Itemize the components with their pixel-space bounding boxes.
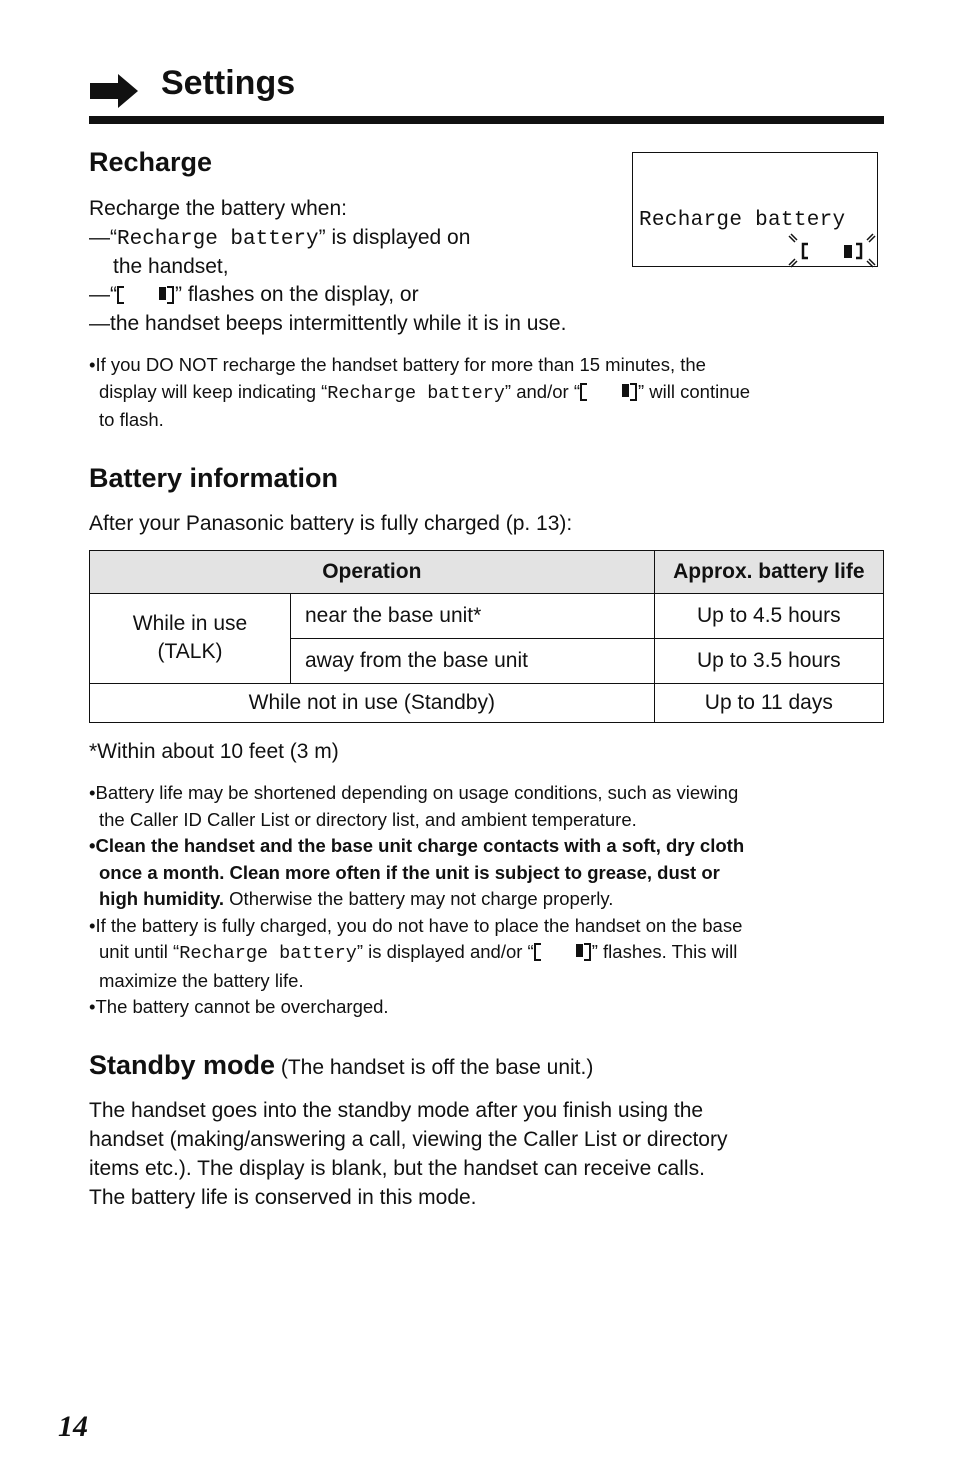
col-header-battery-life: Approx. battery life [654,551,883,594]
note-line: unit until “Recharge battery” is displayed and/or “ ” flashes. This will [99,941,738,964]
item2-pre: —“ [89,283,117,306]
table-cell: near the base unit* [291,594,655,639]
table-row [90,594,884,639]
page-title: Settings [161,64,296,102]
paragraph-line: The handset goes into the standby mode after you finish using the [89,1099,704,1122]
note-line: •If the battery is fully charged, you do not have to place the handset on the base [89,914,743,936]
paragraph-line: items etc.). The display is blank, but the handset can receive calls. [89,1157,705,1180]
paragraph-line: The battery life is conserved in this mode. [89,1186,477,1209]
item1-display-text: Recharge battery [117,228,319,251]
table-footnote: *Within about 10 feet (3 m) [89,740,339,763]
table-cell: While not in use (Standby) [90,683,655,722]
battery-icon [534,941,592,961]
right-arrow-icon [90,74,140,108]
table-cell: Up to 3.5 hours [654,638,883,683]
recharge-item-3: —the handset beeps intermittently while it is in use. [89,312,567,335]
recharge-note [89,352,750,434]
battery-icon [580,381,638,401]
table-cell: Up to 4.5 hours [654,594,883,639]
recharge-intro: Recharge the battery when: [89,197,347,220]
battery-notes [89,780,744,1021]
table-cell: away from the base unit [291,638,655,683]
note-display-text: Recharge battery [327,382,505,404]
note-display-text: Recharge battery [179,943,357,964]
recharge-heading: Recharge [89,147,213,177]
paragraph-line: handset (making/answering a call, viewing the Caller List or directory [89,1128,728,1151]
battery-info-intro: After your Panasonic battery is fully charged (p. 13): [89,512,573,535]
recharge-note-line: display will keep indicating “Recharge battery” and/or “ ” will continue [99,380,751,404]
recharge-note-line: to flash. [99,409,164,430]
col-header-operation: Operation [90,551,655,594]
recharge-item-2 [89,280,419,309]
note-line: maximize the battery life. [99,969,304,991]
standby-subheading: (The handset is off the base unit.) [275,1056,594,1079]
battery-info-heading: Battery information [89,463,339,493]
table-row [90,683,884,722]
talk-label-line: While in use [132,612,248,636]
note-line: the Caller ID Caller List or directory list, and ambient temperature. [99,808,637,830]
talk-label-cell [90,594,291,684]
battery-life-table [89,550,884,723]
lcd-text: Recharge battery [639,209,846,232]
header-rule [89,116,884,124]
page-number: 14 [58,1410,88,1443]
recharge-note-line: •If you DO NOT recharge the handset battery for more than 15 minutes, the [89,354,706,375]
item1-pre: —“ [89,226,117,249]
note-line: once a month. Clean more often if the unit is subject to grease, dust or [99,861,720,883]
item1-post: ” is displayed on [318,226,471,249]
table-header-row [90,551,884,594]
flashing-battery-icon [786,233,878,269]
item2-post: ” flashes on the display, or [175,283,419,306]
note-line: •Battery life may be shortened depending on usage conditions, such as viewing [89,782,739,803]
note-line: •The battery cannot be overcharged. [89,996,389,1017]
note-line: •Clean the handset and the base unit charge contacts with a soft, dry cloth [89,835,745,856]
standby-heading-text: Standby mode [89,1050,276,1080]
talk-label-line: (TALK) [157,640,223,664]
battery-icon [117,284,175,304]
table-cell: Up to 11 days [654,683,883,722]
recharge-item-1 [89,223,470,254]
standby-paragraph [89,1096,727,1212]
recharge-item-1-cont: the handset, [113,255,229,278]
note-line: high humidity. Otherwise the battery may not charge properly. [99,888,614,909]
standby-heading [89,1050,593,1081]
